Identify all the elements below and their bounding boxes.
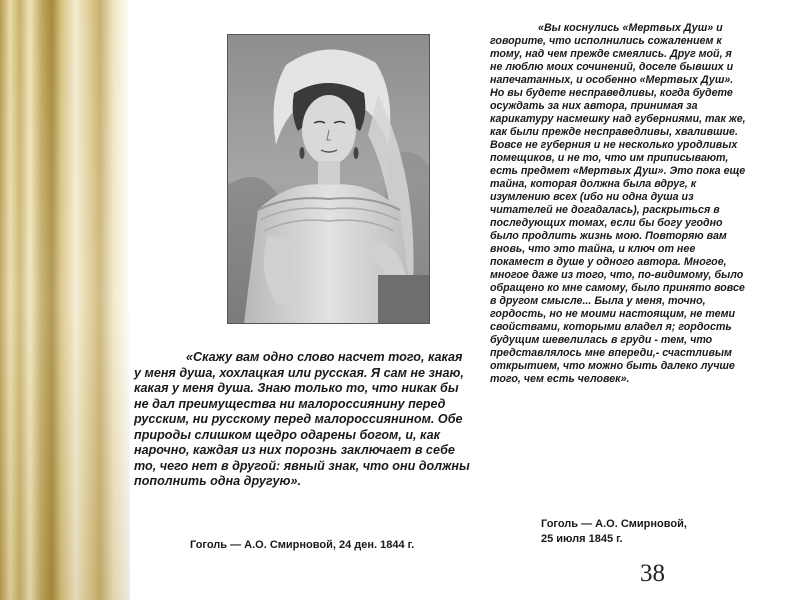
left-quote: «Скажу вам одно слово насчет того, какая у меня душа, хохлацкая или русская. Я сам не знаю, какая у меня душа. Знаю только то, что никак бы не дал преимущества ни малороссиянину перед русским, ни русскому перед малороссиянином. Обе природы слишком щедро одарены богом, и, как нарочно, каждая из них порознь заключает в себе то, чего нет в другой: явный знак, что они должны пополнить одна другую». [134,350,470,488]
right-signature-line-2: 25 июля 1845 г. [541,533,623,545]
page-number: 38 [640,560,665,587]
right-signature [541,517,687,547]
portrait-engraving [227,34,430,324]
right-signature-line-1: Гоголь — А.О. Смирновой, [541,518,687,530]
portrait-illustration [228,35,429,323]
pillar-shading [0,0,130,600]
right-quote: «Вы коснулись «Мертвых Душ» и говорите, что исполнились сожалением к тому, над чем прежде смеялись. Друг мой, я не люблю моих сочинений, доселе бывших и напечатанных, и особенно «Мертвых Душ». Но вы будете несправедливы, когда будете осуждать за них автора, принимая за карикатуру насмешку над губерниями, так же, как были прежде несправедливы, хвалившие. Вовсе не губерния и не несколько уродливых помещиков, и не то, что им приписывают, есть предмет «Мертвых Душ». Это пока еще тайна, которая должна была вдруг, к изумлению всех (ибо ни одна душа из читателей не догадалась), раскрыться в последующих томах, если бы богу угодно было продлить жизнь мою. Повторяю вам вновь, что это тайна, и ключ от нее покамест в душе у одного автора. Многое, многое даже из того, что, по-видимому, было обращено ко мне самому, было принято вовсе в другом смысле... Была у меня, точно, гордость, но не моими настоящим, не теми свойствами, которыми владел я; гордость будущим шевелилась в груди - тем, что представлялось мне впереди,- счастливым открытием, что можно быть далеко лучше того, чем есть человек». [490,22,746,385]
left-signature: Гоголь — А.О. Смирновой, 24 ден. 1844 г. [190,539,415,551]
